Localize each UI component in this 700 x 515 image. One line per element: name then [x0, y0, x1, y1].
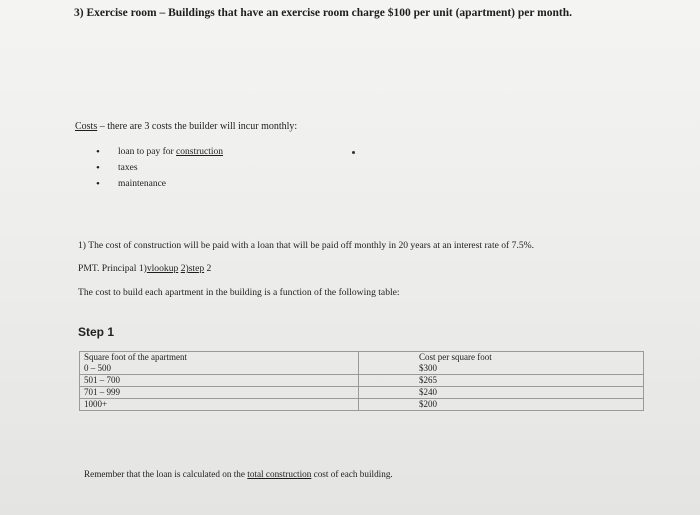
pmt-prefix: PMT. Principal 1) — [78, 263, 147, 274]
col2-value: $265 — [419, 375, 437, 385]
table-cell-col2 — [359, 387, 644, 399]
section-heading: 3) Exercise room – Buildings that have an exercise room charge $100 per unit (apartment) per month. — [74, 7, 572, 19]
list-item — [96, 178, 223, 194]
pmt-suffix: 2 — [204, 263, 212, 274]
total-construction-link[interactable]: total construction — [247, 469, 312, 479]
table-cell-col1 — [80, 387, 359, 399]
build-cost-line: The cost to build each apartment in the building is a function of the following table: — [78, 287, 400, 298]
cost-table — [79, 351, 644, 411]
costs-label: Costs — [75, 121, 98, 132]
note-prefix: Remember that the loan is calculated on the — [84, 469, 248, 479]
col1-value: 1000+ — [84, 399, 108, 409]
step-label: Step 1 — [78, 325, 115, 339]
table-row — [80, 387, 644, 399]
costs-intro — [75, 121, 297, 132]
construction-link[interactable]: construction — [176, 147, 224, 157]
pmt-line — [78, 263, 211, 274]
list-item-text: loan to pay for — [118, 147, 177, 157]
stray-dot — [352, 151, 355, 154]
table-cell-col2 — [359, 375, 644, 387]
col1-value: 501 – 700 — [84, 375, 120, 385]
col2-header: Cost per square foot — [419, 352, 492, 362]
costs-intro-text: – there are 3 costs the builder will incur monthly: — [97, 121, 298, 132]
col2-value: $300 — [419, 363, 437, 373]
col1-value: 0 – 500 — [84, 363, 111, 373]
col1-value: 701 – 999 — [84, 387, 120, 397]
loan-paragraph: 1) The cost of construction will be paid with a loan that will be paid off monthly in 20 years at an interest rate of 7.5%. — [78, 240, 535, 251]
table-row — [80, 352, 644, 375]
table-cell-col1 — [80, 375, 359, 387]
col1-header: Square foot of the apartment — [84, 352, 187, 362]
table-cell-col1 — [80, 352, 359, 375]
table-row — [80, 375, 644, 387]
note-suffix: cost of each building. — [311, 469, 393, 479]
costs-list — [96, 146, 223, 194]
table-cell-col2 — [359, 352, 644, 375]
list-item — [96, 146, 223, 162]
table-row — [80, 399, 644, 411]
list-item-text: taxes — [118, 163, 138, 173]
vlookup-link[interactable]: vlookup — [146, 263, 179, 274]
table-cell-col1 — [80, 399, 359, 411]
col2-value: $200 — [419, 399, 437, 409]
loan-note — [84, 469, 393, 479]
col2-value: $240 — [419, 387, 437, 397]
step-link[interactable]: 2)step — [180, 263, 205, 274]
list-item-text: maintenance — [118, 179, 167, 189]
list-item — [96, 162, 223, 178]
table-cell-col2 — [359, 399, 644, 411]
